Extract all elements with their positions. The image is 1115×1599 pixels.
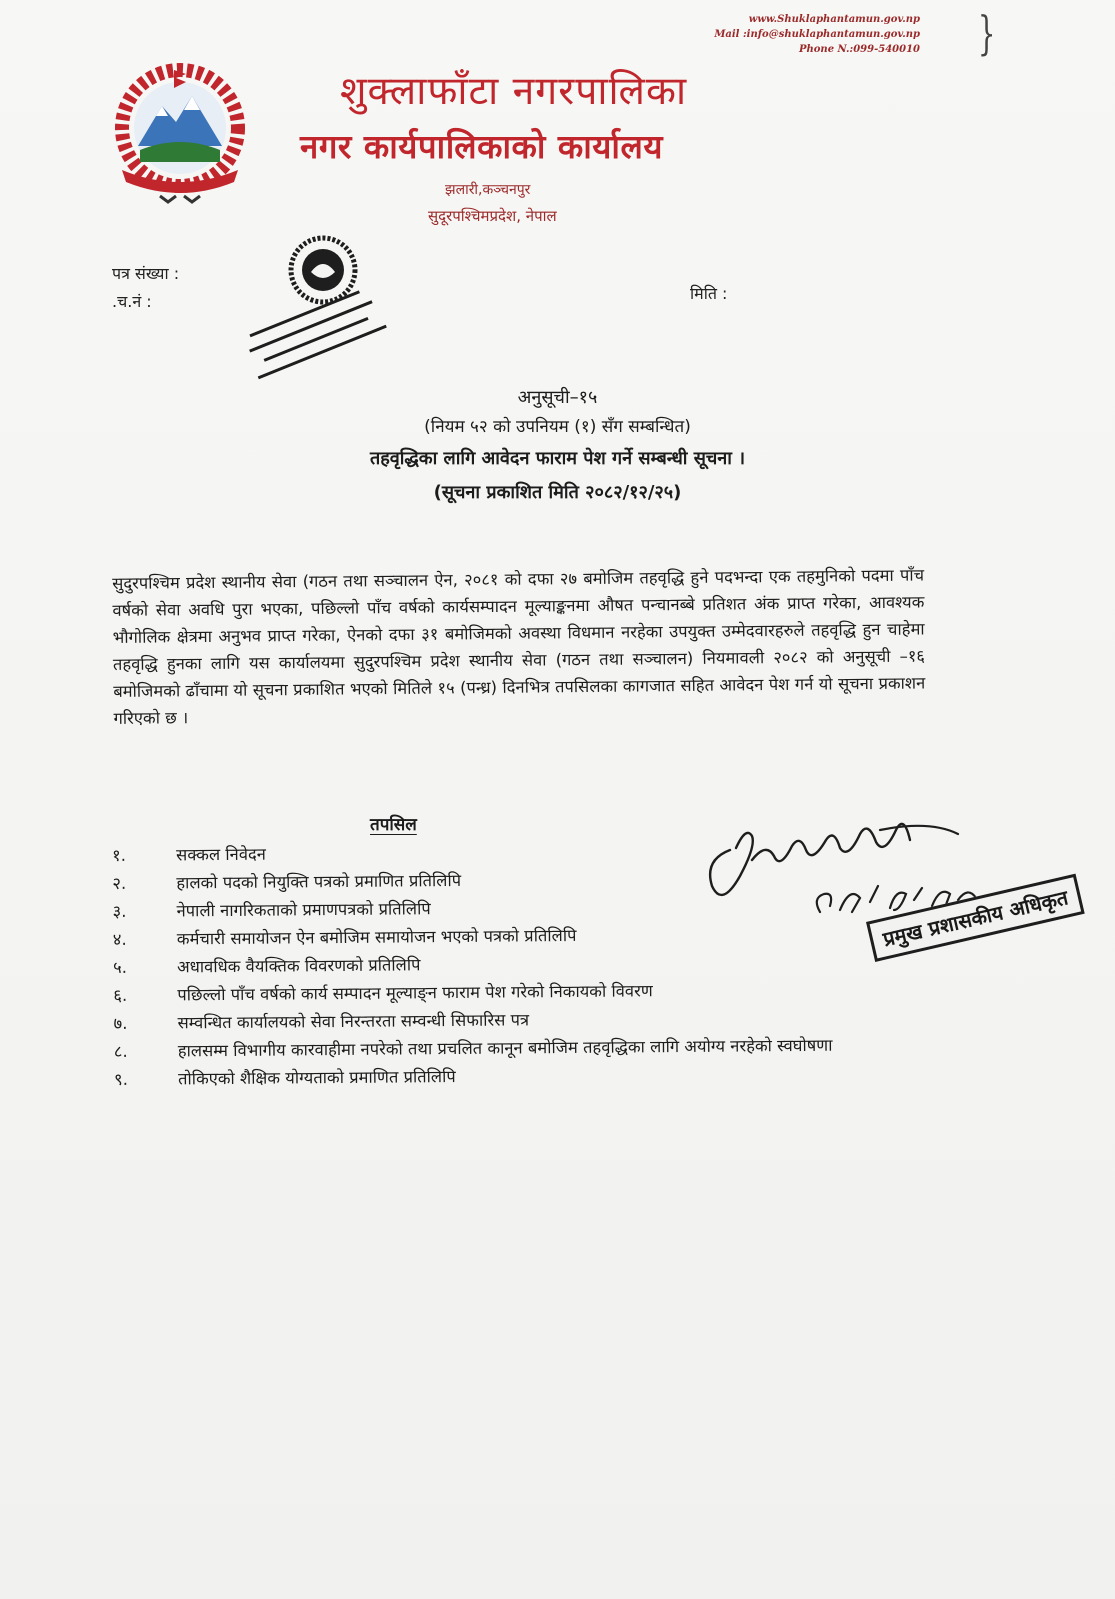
- item-text: नेपाली नागरिकताको प्रमाणपत्रको प्रतिलिपि: [176, 899, 431, 921]
- item-number: ५.: [113, 957, 128, 977]
- address-line-2: सुदूरपश्चिमप्रदेश, नेपाल: [428, 207, 557, 225]
- website-text: www.Shuklaphantamun.gov.np: [748, 14, 920, 25]
- annex-heading: तपसिल: [370, 815, 417, 835]
- date-label: मिति :: [690, 284, 728, 303]
- item-text: हालसम्म विभागीय कारवाहीमा नपरेको तथा प्रचलित कानून बमोजिम तहवृद्धिका लागि अयोग्य नरहेको स्वघोषणा: [177, 1035, 833, 1061]
- item-text: कर्मचारी समायोजन ऐन बमोजिम समायोजन भएको पत्रको प्रतिलिपि: [176, 925, 577, 949]
- phone-text: Phone N.:099-540010: [798, 44, 920, 55]
- office-subtitle: नगर कार्यपालिकाको कार्यालय: [300, 127, 663, 166]
- item-number: ४.: [112, 929, 127, 949]
- address-line-1: झलारी,कञ्चनपुर: [445, 182, 531, 198]
- item-text: अधावधिक वैयक्तिक विवरणको प्रतिलिपि: [177, 955, 421, 977]
- dispatch-number-label: .च.नं :: [112, 292, 152, 311]
- designation-stamp: प्रमुख प्रशासकीय अधिकृत: [866, 874, 1085, 962]
- publish-date: (सूचना प्रकाशित मिति २०८२/१२/२५): [433, 482, 682, 503]
- item-text: सम्वन्धित कार्यालयको सेवा निरन्तरता सम्वन्धी सिफारिस पत्र: [177, 1010, 530, 1033]
- item-text: हालको पदको नियुक्ति पत्रको प्रमाणित प्रतिलिपि: [176, 870, 462, 893]
- notice-body: सुदुरपश्चिम प्रदेश स्थानीय सेवा (गठन तथा सञ्चालन ऐन, २०८१ को दफा २७ बमोजिम तहवृद्धि हुने पदभन्दा एक तहमुनिको पदमा पाँच वर्षको सेवा अवधि पुरा भएका, पछिल्लो पाँच वर्षको कार्यसम्पादन मूल्याङ्कनमा औषत पन्चानब्बे प्रतिशत अंक प्राप्त गरेका, आवश्यक भौगोलिक क्षेत्रमा अनुभव प्राप्त गरेका, ऐनको दफा ३१ बमोजिमको अवस्था विधमान नरहेका उपयुक्त उम्मेदवारहरुले तहवृद्धि हुन चाहेमा तहवृद्धि हुनका लागि यस कार्यालयमा सुदुरपश्चिम प्रदेश स्थानीय सेवा (गठन तथा सञ्चालन) नियमावली २०८२ को अनुसूची –१६ बमोजिमको ढाँचामा यो सूचना प्रकाशित भएको मितिले १५ (पन्ध्र) दिनभित्र तपसिलका कागजात सहित आवेदन पेश गर्न यो सूचना प्रकाशन गरिएको छ ।: [112, 565, 926, 728]
- item-number: ३.: [112, 901, 127, 921]
- item-number: २.: [112, 873, 127, 893]
- item-number: ९.: [113, 1069, 128, 1089]
- item-number: ७.: [113, 1013, 128, 1033]
- contact-brace: }: [977, 6, 996, 60]
- nepal-government-emblem-icon: [100, 58, 260, 208]
- item-text: सक्कल निवेदन: [176, 844, 266, 865]
- letter-number-label: पत्र संख्या :: [112, 264, 180, 283]
- item-number: ८.: [113, 1041, 128, 1061]
- mail-text: Mail :info@shuklaphantamun.gov.np: [714, 29, 920, 40]
- item-number: १.: [112, 845, 127, 865]
- schedule-heading: अनुसूची–१५: [517, 387, 598, 408]
- contact-block: [714, 12, 920, 57]
- office-name: शुक्लाफाँटा नगरपालिका: [340, 69, 688, 114]
- list-item: [114, 1059, 934, 1094]
- rule-reference: (नियम ५२ को उपनियम (१) सँग सम्बन्धित): [424, 417, 691, 437]
- notice-title: तहवृद्धिका लागि आवेदन फाराम पेश गर्ने सम्बन्धी सूचना ।: [369, 448, 746, 469]
- item-text: तोकिएको शैक्षिक योग्यताको प्रमाणित प्रतिलिपि: [177, 1067, 456, 1089]
- item-number: ६.: [113, 985, 128, 1005]
- office-seal-icon: [235, 232, 400, 382]
- item-text: पछिल्लो पाँच वर्षको कार्य सम्पादन मूल्याङ्न फाराम पेश गरेको निकायको विवरण: [177, 981, 653, 1005]
